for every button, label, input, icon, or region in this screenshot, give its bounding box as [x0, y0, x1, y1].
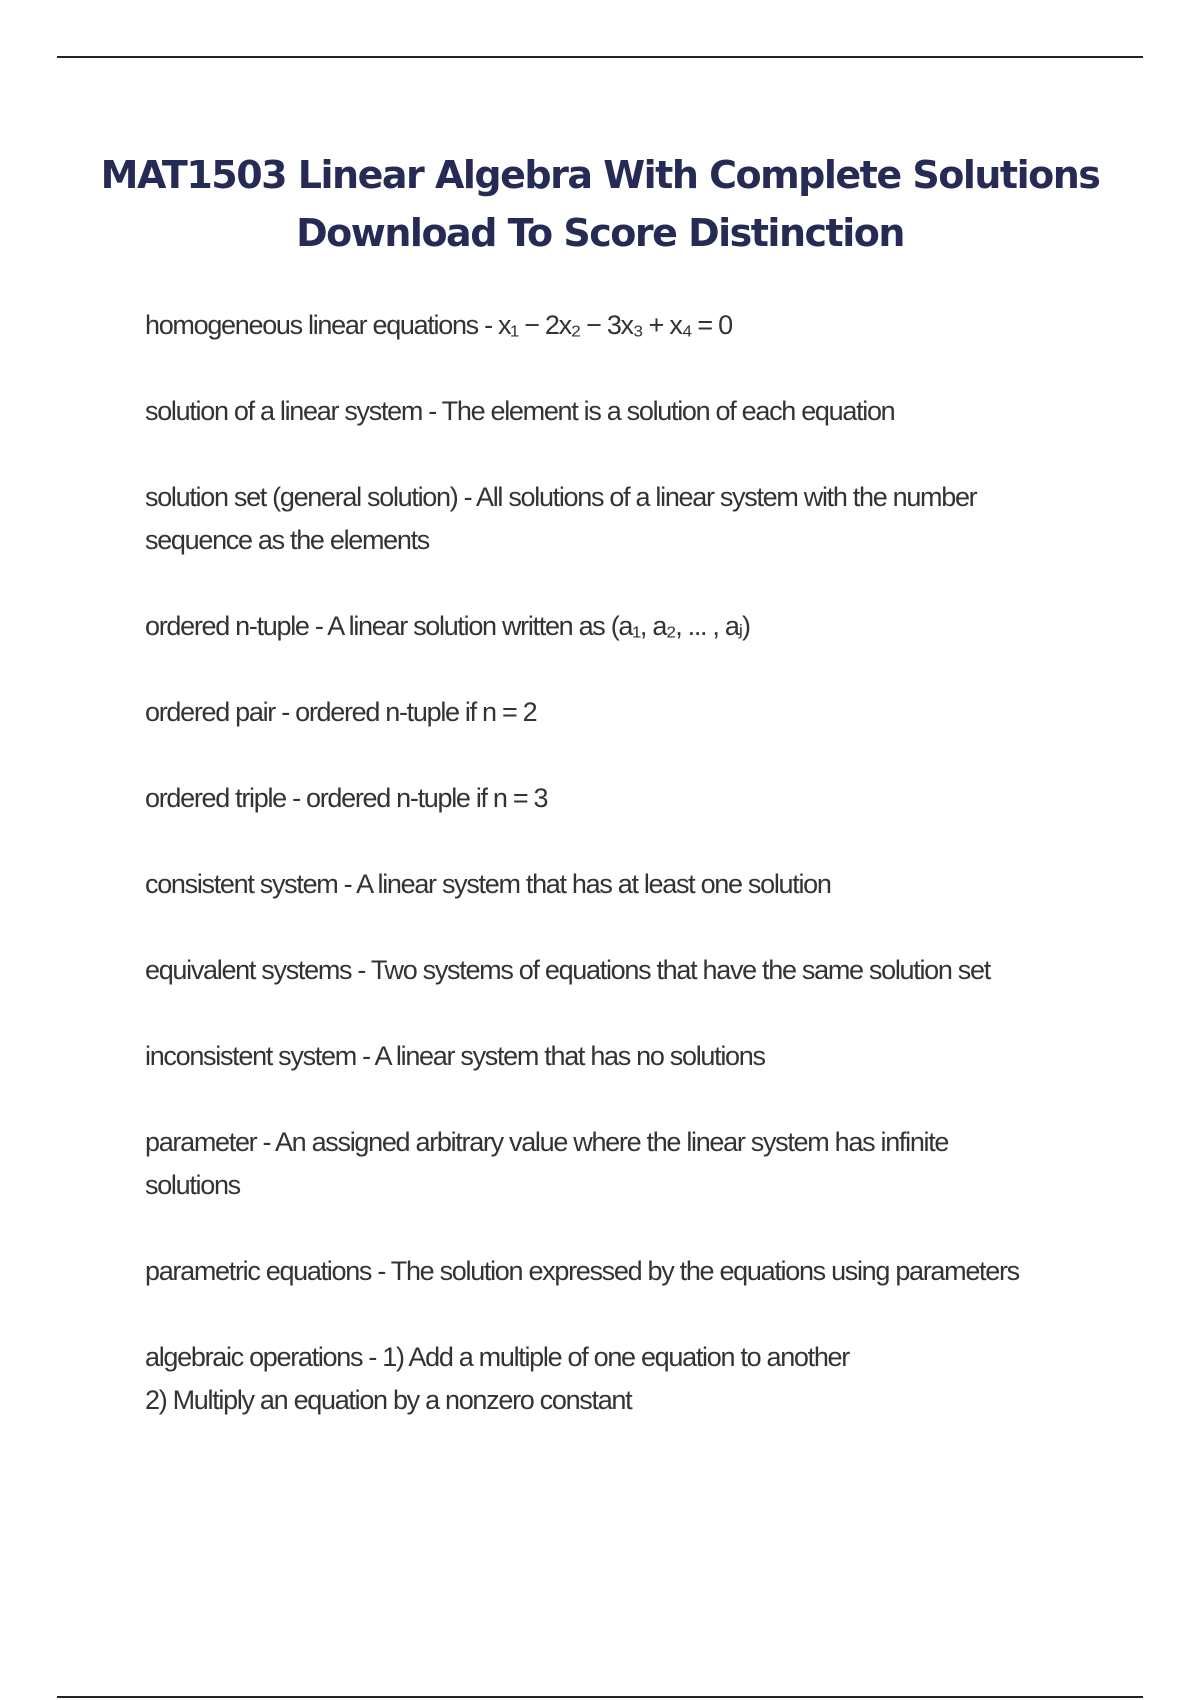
- entry-term: solution of a linear system: [145, 396, 423, 426]
- entry-definition: A linear solution written as (a₁, a₂, ... , aⱼ): [327, 611, 750, 641]
- entry-term: solution set (general solution): [145, 482, 458, 512]
- entry-term: ordered pair: [145, 697, 275, 727]
- entry-definition: The solution expressed by the equations using parameters: [390, 1256, 1019, 1286]
- entry-separator: -: [477, 310, 498, 340]
- entry-parameter: [145, 1121, 1105, 1207]
- entry-definition: ordered n-tuple if n = 2: [295, 697, 537, 727]
- entry-term: inconsistent system: [145, 1041, 356, 1071]
- entry-definition: 1) Add a multiple of one equation to another: [382, 1342, 849, 1372]
- entry-separator: -: [256, 1127, 275, 1157]
- entry-solution-of-a-linear-system: [145, 390, 1105, 433]
- entry-term: parametric equations: [145, 1256, 372, 1286]
- bottom-rule: [57, 1696, 1143, 1698]
- top-rule: [57, 56, 1143, 58]
- entry-term: parameter: [145, 1127, 257, 1157]
- entry-definition: A linear system that has at least one solution: [356, 869, 831, 899]
- entry-term: ordered triple: [145, 783, 286, 813]
- entry-definition: The element is a solution of each equation: [441, 396, 895, 426]
- entry-definition: An assigned arbitrary value where the linear system has infinite: [274, 1127, 949, 1157]
- entry-ordered-triple: [145, 777, 1105, 820]
- entry-definition: All solutions of a linear system with the number: [476, 482, 977, 512]
- entry-definition-continued: 2) Multiply an equation by a nonzero constant: [145, 1385, 632, 1415]
- entry-algebraic-operations: [145, 1336, 1105, 1422]
- entry-separator: -: [275, 697, 296, 727]
- entry-term: algebraic operations: [145, 1342, 363, 1372]
- entry-parametric-equations: [145, 1250, 1105, 1293]
- entry-equivalent-systems: [145, 949, 1105, 992]
- entry-separator: -: [337, 869, 357, 899]
- title-line-1: MAT1503 Linear Algebra With Complete Solutions: [100, 153, 1100, 197]
- entry-separator: -: [355, 1041, 375, 1071]
- entry-definition: A linear system that has no solutions: [374, 1041, 765, 1071]
- entry-separator: -: [422, 396, 442, 426]
- title-line-2: Download To Score Distinction: [296, 211, 904, 255]
- entry-term: equivalent systems: [145, 955, 352, 985]
- entry-definition: x₁ − 2x₂ − 3x₃ + x₄ = 0: [497, 310, 732, 340]
- entry-term: consistent system: [145, 869, 338, 899]
- entry-ordered-n-tuple: [145, 605, 1105, 648]
- entry-term: ordered n-tuple: [145, 611, 309, 641]
- entry-separator: -: [457, 482, 477, 512]
- entry-ordered-pair: [145, 691, 1105, 734]
- entry-definition: Two systems of equations that have the same solution set: [370, 955, 990, 985]
- entry-consistent-system: [145, 863, 1105, 906]
- entry-definition-continued: solutions: [145, 1170, 240, 1200]
- entry-solution-set: [145, 476, 1105, 562]
- document-title: [100, 146, 1100, 262]
- entry-separator: -: [371, 1256, 391, 1286]
- entry-separator: -: [285, 783, 306, 813]
- entry-inconsistent-system: [145, 1035, 1105, 1078]
- entry-definition-continued: sequence as the elements: [145, 525, 430, 555]
- entry-homogeneous-linear-equations: [145, 304, 1105, 347]
- entry-separator: -: [362, 1342, 383, 1372]
- entry-term: homogeneous linear equations: [145, 310, 478, 340]
- flashcard-list: [145, 304, 1105, 1465]
- entry-definition: ordered n-tuple if n = 3: [306, 783, 548, 813]
- entry-separator: -: [351, 955, 371, 985]
- entry-separator: -: [308, 611, 328, 641]
